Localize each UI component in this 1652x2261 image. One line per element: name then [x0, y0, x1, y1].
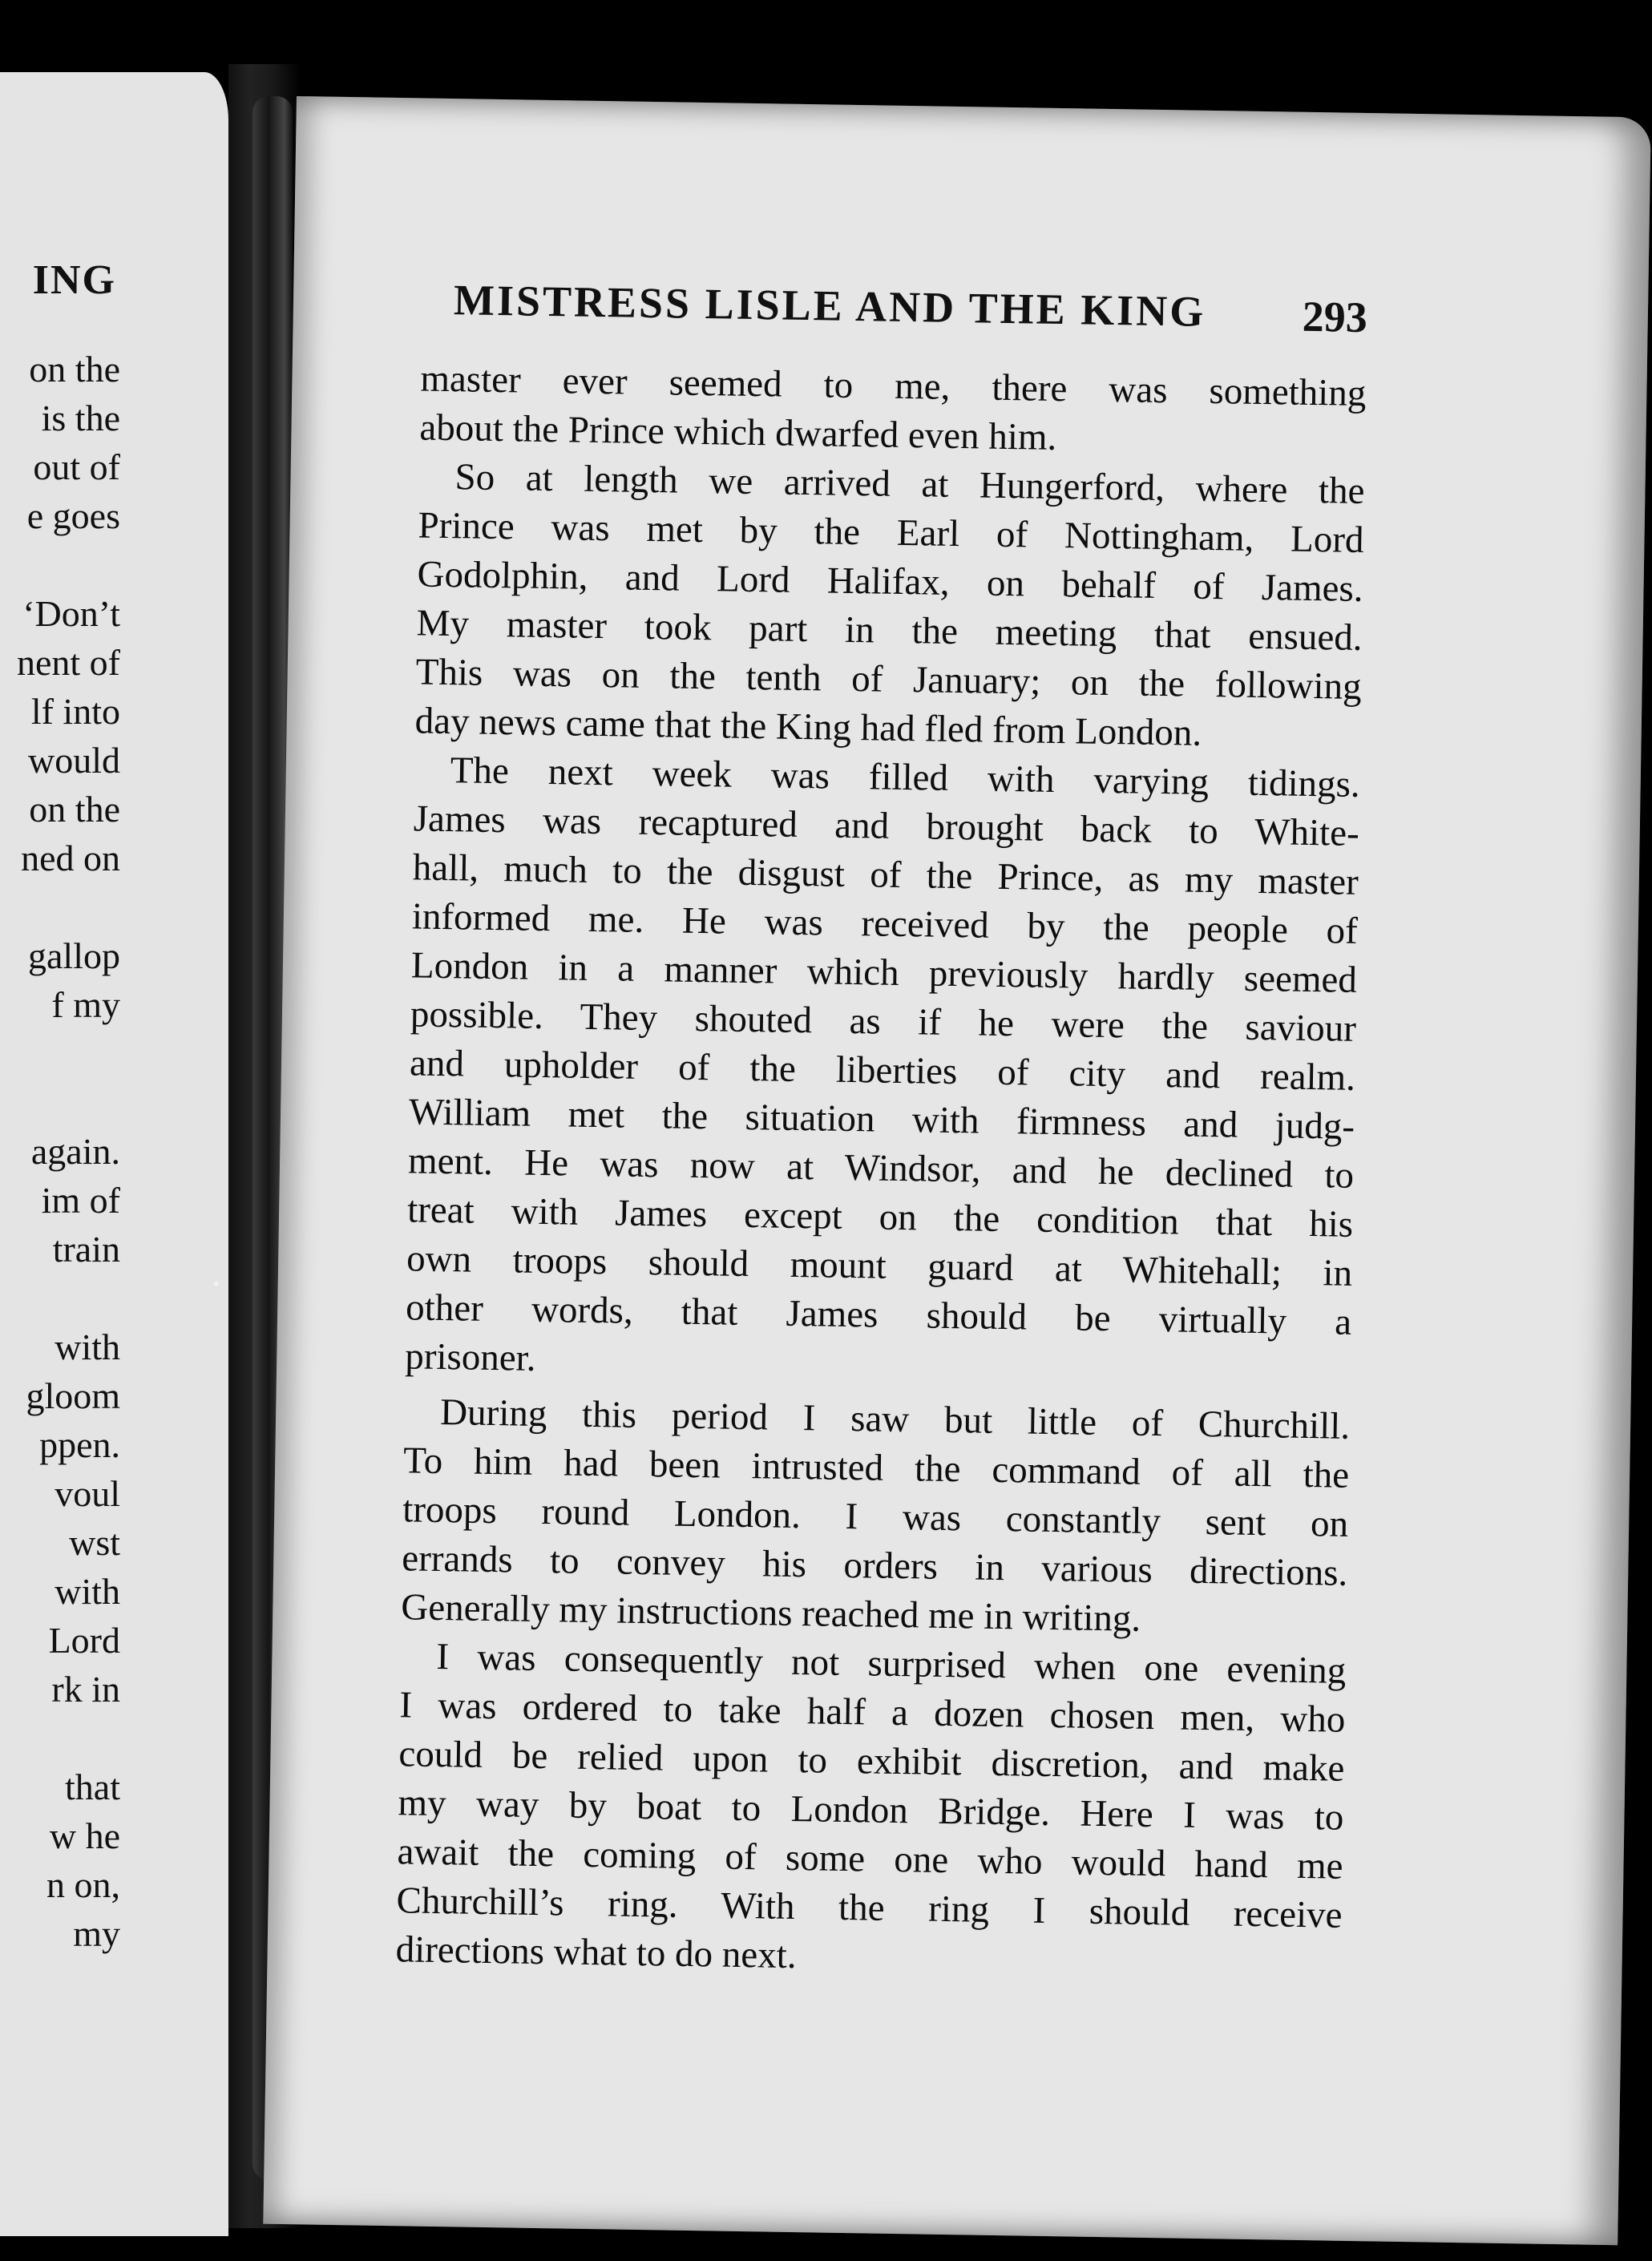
left-page-text-fragments: [17, 345, 120, 1958]
paragraph: [401, 1387, 1351, 1646]
text-line: could be relied upon to exhibit discretion, and make: [398, 1733, 1345, 1790]
left-page-line-fragment: [17, 1029, 120, 1078]
left-page-line-fragment: [17, 882, 120, 931]
left-page-line-fragment: voul: [55, 1473, 120, 1514]
text-line: Generally my instructions reached me in writing.: [400, 1586, 1141, 1640]
text-line: My master took part in the meeting that ensued.: [416, 602, 1363, 659]
text-line: other words, that James should be virtually a: [405, 1286, 1352, 1343]
left-page-line-fragment: would: [28, 740, 120, 781]
left-page-line-fragment: [17, 1078, 120, 1127]
text-line: William met the situation with firmness and judg-: [408, 1091, 1355, 1148]
left-page-line-fragment: my: [73, 1913, 120, 1954]
left-page-line-fragment: with: [55, 1326, 120, 1367]
text-line: hall, much to the disgust of the Prince, as my master: [412, 846, 1359, 903]
left-page-line-fragment: lf into: [30, 691, 120, 732]
text-line: ment. He was now at Windsor, and he declined to: [407, 1140, 1355, 1197]
text-line: own troops should mount guard at Whitehall; in: [406, 1237, 1353, 1294]
text-line: I was consequently not surprised when one evening: [436, 1635, 1347, 1692]
left-page-line-fragment: ned on: [21, 838, 120, 878]
text-line: I was ordered to take half a dozen chosen men, who: [399, 1684, 1346, 1741]
paragraph: [414, 452, 1365, 760]
paragraph: [395, 1632, 1347, 1988]
text-line: directions what to do next.: [395, 1928, 797, 1977]
text-line: about the Prince which dwarfed even him.: [419, 406, 1057, 458]
left-page-line-fragment: [17, 1274, 120, 1322]
left-page-line-fragment: gallop: [28, 935, 120, 976]
text-line: errands to convey his orders in various directions.: [401, 1537, 1348, 1594]
page-header: [453, 275, 1367, 345]
left-page-line-fragment: rk in: [51, 1669, 120, 1710]
left-page-line-fragment: e goes: [26, 495, 120, 536]
left-page-line-fragment: is the: [41, 398, 120, 438]
text-line: await the coming of some one who would hand me: [397, 1831, 1343, 1888]
left-page-line-fragment: im of: [41, 1180, 120, 1221]
left-page-line-fragment: wst: [69, 1522, 120, 1563]
text-line: Godolphin, and Lord Halifax, on behalf of James.: [417, 553, 1363, 610]
body-text: [395, 354, 1367, 1988]
left-page-line-fragment: [17, 540, 120, 589]
left-page-line-fragment: out of: [33, 446, 120, 487]
text-line: Churchill’s ring. With the ring I should receive: [396, 1879, 1343, 1936]
left-page-line-fragment: Lord: [48, 1620, 120, 1661]
left-page-line-fragment: on the: [29, 349, 120, 390]
left-page-line-fragment: n on,: [46, 1864, 120, 1905]
left-page-line-fragment: with: [55, 1571, 120, 1612]
left-page-line-fragment: that: [65, 1766, 120, 1807]
left-facing-page: [0, 72, 228, 2236]
left-page-line-fragment: [17, 1714, 120, 1762]
paragraph: [405, 745, 1360, 1395]
left-page-line-fragment: nent of: [16, 642, 120, 683]
left-page-line-fragment: gloom: [26, 1375, 120, 1416]
left-page-line-fragment: again.: [30, 1131, 120, 1172]
text-line: The next week was filled with varying tidings.: [450, 749, 1361, 805]
left-page-line-fragment: train: [52, 1229, 120, 1270]
text-line: During this period I saw but little of Churchill.: [439, 1391, 1351, 1447]
running-title: MISTRESS LISLE AND THE KING: [453, 276, 1206, 336]
text-line: So at length we arrived at Hungerford, where the: [454, 456, 1365, 512]
left-page-line-fragment: w he: [49, 1815, 120, 1856]
left-page-line-fragment: on the: [29, 789, 120, 830]
paragraph: [419, 354, 1367, 467]
text-line: informed me. He was received by the people of: [411, 895, 1359, 952]
text-line: and upholder of the liberties of city and realm.: [409, 1042, 1356, 1099]
scan-speck: [214, 1282, 219, 1286]
text-line: master ever seemed to me, there was something: [420, 357, 1367, 415]
page-number: 293: [1302, 292, 1368, 342]
left-page-line-fragment: ‘Don’t: [22, 593, 120, 634]
text-line: James was recaptured and brought back to White-: [413, 797, 1360, 854]
text-line: prisoner.: [404, 1335, 536, 1379]
text-line: London in a manner which previously hardly seemed: [410, 944, 1358, 1001]
text-line: treat with James except on the condition that his: [406, 1189, 1354, 1246]
text-line: possible. They shouted as if he were the saviour: [410, 993, 1357, 1050]
text-line: troops round London. I was constantly sent on: [402, 1488, 1349, 1545]
text-line: This was on the tenth of January; on the following: [415, 651, 1362, 708]
left-page-running-title-fragment: ING: [32, 257, 116, 303]
left-page-line-fragment: ppen.: [39, 1424, 120, 1465]
right-main-page: [263, 96, 1650, 2245]
text-line: To him had been intrusted the command of all the: [402, 1439, 1350, 1496]
left-page-line-fragment: f my: [51, 984, 120, 1025]
text-line: Prince was met by the Earl of Nottingham, Lord: [418, 504, 1364, 561]
text-line: day news came that the King had fled from London.: [414, 700, 1202, 754]
text-line: my way by boat to London Bridge. Here I was to: [398, 1782, 1344, 1839]
